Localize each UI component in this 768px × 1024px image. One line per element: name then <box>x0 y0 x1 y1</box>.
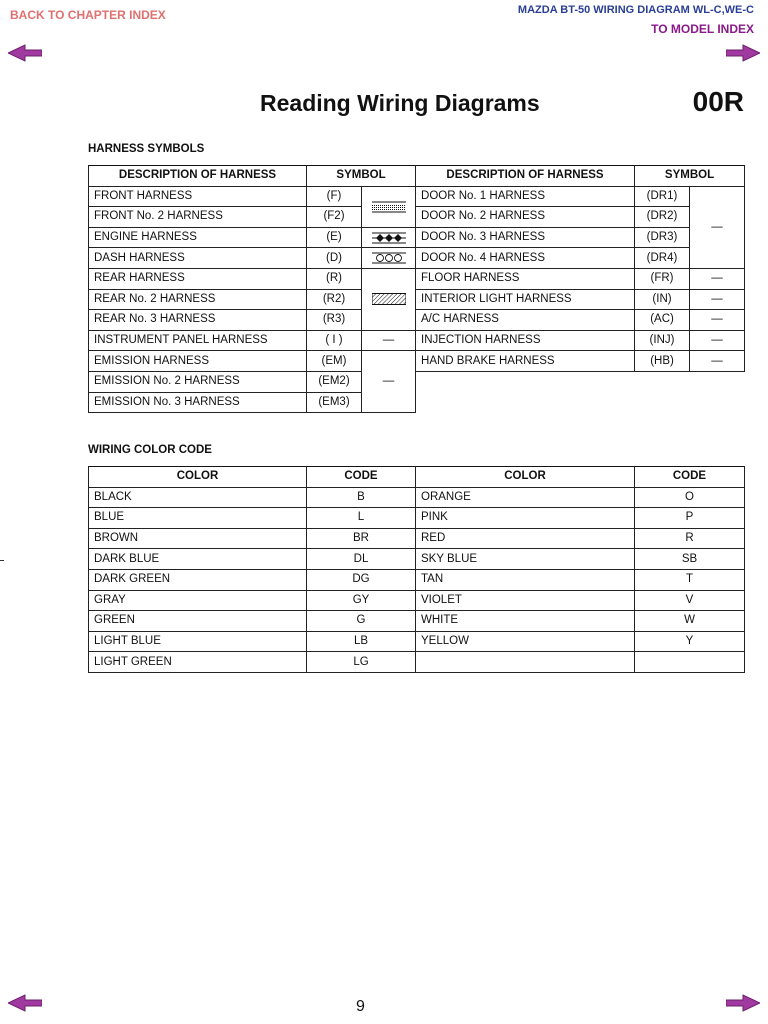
color-name: WHITE <box>416 611 635 632</box>
harness-description: DOOR No. 2 HARNESS <box>416 207 635 228</box>
column-header: SYMBOL <box>307 166 416 187</box>
color-code: G <box>307 611 416 632</box>
column-header: CODE <box>635 467 745 488</box>
wiring-color-code-heading: WIRING COLOR CODE <box>88 444 212 456</box>
color-name: LIGHT BLUE <box>89 631 307 652</box>
color-code: SB <box>635 549 745 570</box>
color-code: LB <box>307 631 416 652</box>
color-code: R <box>635 528 745 549</box>
color-code: LG <box>307 652 416 673</box>
page-number: 9 <box>356 998 365 1015</box>
harness-code: (DR1) <box>635 186 690 207</box>
harness-symbol-dash: — <box>690 310 745 331</box>
color-name: YELLOW <box>416 631 635 652</box>
harness-code: (R3) <box>307 310 362 331</box>
color-name: LIGHT GREEN <box>89 652 307 673</box>
color-name: TAN <box>416 569 635 590</box>
margin-mark <box>0 560 4 561</box>
circle-chain-icon <box>372 252 406 264</box>
harness-symbol-cell <box>362 248 416 269</box>
table-row <box>89 508 745 529</box>
column-header: CODE <box>307 467 416 488</box>
previous-page-arrow-icon[interactable] <box>8 994 42 1012</box>
harness-description: REAR No. 3 HARNESS <box>89 310 307 331</box>
color-code: B <box>307 487 416 508</box>
harness-description: EMISSION No. 2 HARNESS <box>89 371 307 392</box>
harness-code: (EM2) <box>307 371 362 392</box>
color-name: PINK <box>416 508 635 529</box>
color-name: GRAY <box>89 590 307 611</box>
table-row <box>89 392 745 413</box>
harness-symbol-dash: — <box>690 186 745 268</box>
color-name: VIOLET <box>416 590 635 611</box>
color-name: BLUE <box>89 508 307 529</box>
harness-description: INTERIOR LIGHT HARNESS <box>416 289 635 310</box>
table-row <box>89 590 745 611</box>
color-code: O <box>635 487 745 508</box>
table-header-row <box>89 467 745 488</box>
to-model-index-link[interactable]: TO MODEL INDEX <box>651 22 754 36</box>
harness-description: REAR HARNESS <box>89 268 307 289</box>
hatched-pattern-icon <box>372 293 406 305</box>
harness-symbol-dash: — <box>690 351 745 372</box>
harness-description: DOOR No. 4 HARNESS <box>416 248 635 269</box>
table-row <box>89 371 745 392</box>
column-header: COLOR <box>416 467 635 488</box>
next-page-arrow-icon[interactable] <box>726 44 760 62</box>
dotted-pattern-icon <box>372 201 406 213</box>
harness-symbol-dash: — <box>690 289 745 310</box>
harness-code: (E) <box>307 227 362 248</box>
table-row <box>89 549 745 570</box>
color-name: GREEN <box>89 611 307 632</box>
column-header: DESCRIPTION OF HARNESS <box>89 166 307 187</box>
harness-description: EMISSION HARNESS <box>89 351 307 372</box>
harness-description: A/C HARNESS <box>416 310 635 331</box>
harness-code: (DR4) <box>635 248 690 269</box>
table-header-row <box>89 166 745 187</box>
harness-code: (DR2) <box>635 207 690 228</box>
column-header: COLOR <box>89 467 307 488</box>
harness-symbol-dash: — <box>362 351 416 413</box>
harness-code: (F2) <box>307 207 362 228</box>
harness-code: (HB) <box>635 351 690 372</box>
color-code: DG <box>307 569 416 590</box>
table-row <box>89 487 745 508</box>
color-name: BROWN <box>89 528 307 549</box>
harness-description: INJECTION HARNESS <box>416 330 635 351</box>
color-code: Y <box>635 631 745 652</box>
empty-cell <box>416 371 745 392</box>
table-row <box>89 351 745 372</box>
color-code: W <box>635 611 745 632</box>
harness-symbol-dash: — <box>362 330 416 351</box>
harness-code: (F) <box>307 186 362 207</box>
color-name: BLACK <box>89 487 307 508</box>
previous-page-arrow-icon[interactable] <box>8 44 42 62</box>
color-name: DARK GREEN <box>89 569 307 590</box>
harness-symbol-dash: — <box>690 330 745 351</box>
harness-description: FRONT HARNESS <box>89 186 307 207</box>
harness-code: ( I ) <box>307 330 362 351</box>
color-code: P <box>635 508 745 529</box>
harness-code: (R) <box>307 268 362 289</box>
harness-description: DASH HARNESS <box>89 248 307 269</box>
harness-symbol-cell <box>362 227 416 248</box>
wiring-color-code-table <box>88 466 745 673</box>
harness-code: (DR3) <box>635 227 690 248</box>
color-name: SKY BLUE <box>416 549 635 570</box>
harness-code: (AC) <box>635 310 690 331</box>
column-header: DESCRIPTION OF HARNESS <box>416 166 635 187</box>
color-name: ORANGE <box>416 487 635 508</box>
color-code: DL <box>307 549 416 570</box>
table-row <box>89 528 745 549</box>
harness-description: INSTRUMENT PANEL HARNESS <box>89 330 307 351</box>
harness-description: EMISSION No. 3 HARNESS <box>89 392 307 413</box>
diamond-chain-icon <box>372 232 406 244</box>
color-code: L <box>307 508 416 529</box>
table-row <box>89 248 745 269</box>
harness-code: (FR) <box>635 268 690 289</box>
empty-cell <box>635 652 745 673</box>
harness-code: (EM) <box>307 351 362 372</box>
table-row <box>89 186 745 207</box>
empty-cell <box>416 392 745 413</box>
harness-code: (R2) <box>307 289 362 310</box>
back-to-chapter-index-link[interactable]: BACK TO CHAPTER INDEX <box>10 8 166 22</box>
harness-symbol-cell <box>362 268 416 330</box>
table-row <box>89 631 745 652</box>
table-row <box>89 652 745 673</box>
harness-description: DOOR No. 1 HARNESS <box>416 186 635 207</box>
harness-code: (EM3) <box>307 392 362 413</box>
harness-description: FLOOR HARNESS <box>416 268 635 289</box>
section-code: 00R <box>692 86 744 117</box>
color-name: RED <box>416 528 635 549</box>
harness-symbol-cell <box>362 186 416 227</box>
harness-code: (INJ) <box>635 330 690 351</box>
harness-code: (D) <box>307 248 362 269</box>
empty-cell <box>416 652 635 673</box>
table-row <box>89 330 745 351</box>
table-row <box>89 569 745 590</box>
harness-symbols-table <box>88 165 745 413</box>
harness-description: DOOR No. 3 HARNESS <box>416 227 635 248</box>
color-code: T <box>635 569 745 590</box>
color-code: BR <box>307 528 416 549</box>
table-row <box>89 611 745 632</box>
document-title: MAZDA BT-50 WIRING DIAGRAM WL-C,WE-C <box>517 4 754 16</box>
table-row <box>89 310 745 331</box>
table-row <box>89 268 745 289</box>
page-title: Reading Wiring Diagrams <box>260 90 540 116</box>
next-page-arrow-icon[interactable] <box>726 994 760 1012</box>
table-row <box>89 207 745 228</box>
table-row <box>89 289 745 310</box>
column-header: SYMBOL <box>635 166 745 187</box>
color-code: GY <box>307 590 416 611</box>
harness-description: ENGINE HARNESS <box>89 227 307 248</box>
harness-description: FRONT No. 2 HARNESS <box>89 207 307 228</box>
harness-symbols-heading: HARNESS SYMBOLS <box>88 143 205 155</box>
harness-symbol-dash: — <box>690 268 745 289</box>
table-row <box>89 227 745 248</box>
harness-description: HAND BRAKE HARNESS <box>416 351 635 372</box>
color-code: V <box>635 590 745 611</box>
harness-code: (IN) <box>635 289 690 310</box>
harness-description: REAR No. 2 HARNESS <box>89 289 307 310</box>
color-name: DARK BLUE <box>89 549 307 570</box>
